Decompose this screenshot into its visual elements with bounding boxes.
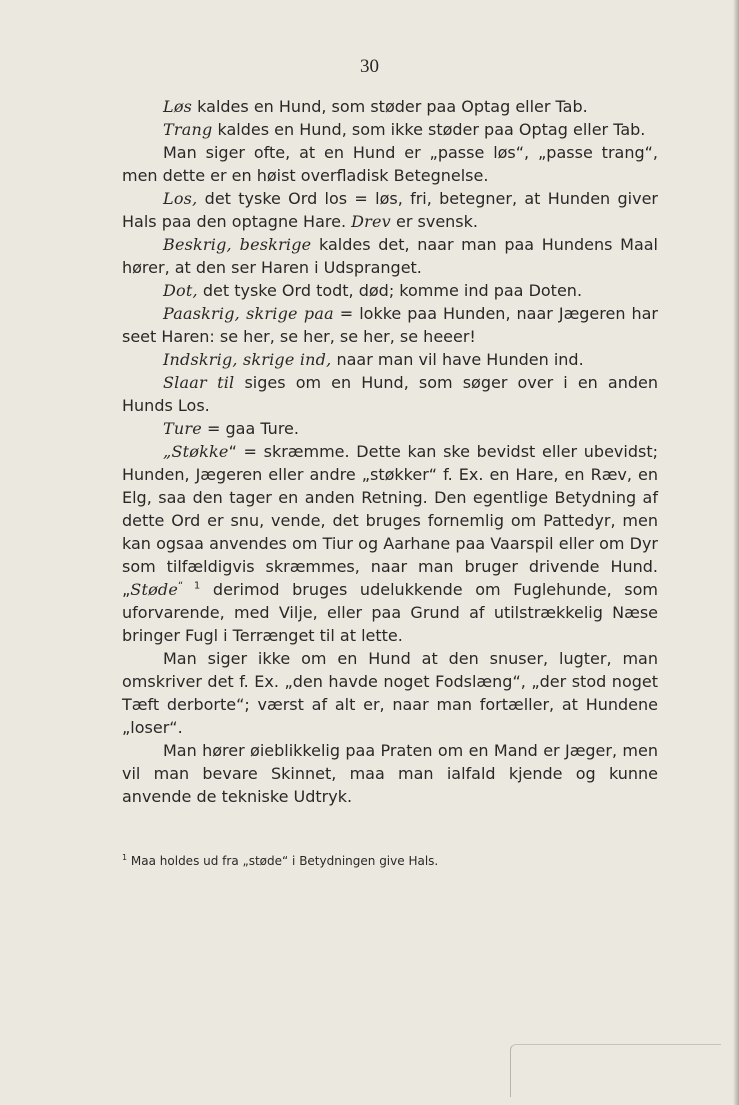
term: Paaskrig, skrige paa <box>163 304 334 323</box>
paragraph <box>122 647 658 739</box>
paragraph <box>122 141 658 187</box>
paragraph-text: Man siger ikke om en Hund at den snuser, lugter, man omskriver det f. Ex. „den havde noget Fodslæng“, „der stod noget Tæft derborte“; værst af alt er, naar man fortæller, at Hundene „loser“. <box>122 649 658 737</box>
definition: “ = skræmme. Dette kan ske bevidst eller ubevidst; Hunden, Jægeren eller andre „støkker“ f. Ex. en Hare, en Ræv, en Elg, saa den tager en anden Retning. Den egentlige Betydning af dette Ord er snu, vende, det bruges fornemlig om Pattedyr, men kan ogsaa anvendes om Tiur og Aarhane paa Vaarspil eller om Dyr som tilfældigvis skræmmes, naar man bruger drivende Hund. „ <box>122 442 658 599</box>
paragraph <box>122 95 658 118</box>
footnote-text: Maa holdes ud fra „støde“ i Betydningen give Hals. <box>127 854 439 868</box>
definition: derimod bruges udelukkende om Fuglehunde, som uforvarende, med Vilje, eller paa Grund af utilstrækkelig Næse bringer Fugl i Terrænget til at lette. <box>122 580 658 645</box>
term <box>163 442 229 461</box>
definition: siges om en Hund, som søger over i en anden Hunds Los. <box>122 373 659 415</box>
definition: = lokke paa Hunden, naar Jægeren har seet Haren: se her, se her, se her, se heeer! <box>122 304 658 346</box>
footnote-reference: “ 1 <box>178 580 201 592</box>
term-word: Støkke <box>171 442 229 461</box>
term: Løs <box>163 97 193 116</box>
term: Trang <box>163 120 213 139</box>
definition: = gaa Ture. <box>201 419 299 438</box>
definition: er svensk. <box>390 212 478 231</box>
footnote-marker: 1 <box>122 853 128 862</box>
term: Støde <box>130 580 179 599</box>
definition: kaldes det, naar man paa Hundens Maal hører, at den ser Haren i Udspranget. <box>122 235 658 277</box>
term: Los, <box>163 189 198 208</box>
paragraph <box>122 348 658 371</box>
paragraph <box>122 302 658 348</box>
term: Drev <box>351 212 391 231</box>
term: Beskrig, beskrige <box>163 235 312 254</box>
paragraph <box>122 187 658 233</box>
paragraph <box>122 279 658 302</box>
paragraph <box>122 417 658 440</box>
paragraph <box>122 118 658 141</box>
definition: naar man vil have Hunden ind. <box>331 350 584 369</box>
term: Indskrig, skrige ind, <box>163 350 332 369</box>
paragraph <box>122 233 658 279</box>
page-edge-shadow <box>733 0 739 1105</box>
term: Ture <box>163 419 202 438</box>
paragraph-text: Man hører øieblikkelig paa Praten om en Mand er Jæger, men vil man bevare Skinnet, maa man ialfald kjende og kunne anvende de tekniske Udtryk. <box>122 741 658 806</box>
definition: kaldes en Hund, som ikke støder paa Optag eller Tab. <box>212 120 646 139</box>
paragraph <box>122 739 658 808</box>
body-text <box>122 95 658 808</box>
paragraph-text: Man siger ofte, at en Hund er „passe løs“, „passe trang“, men dette er en høist overfladisk Betegnelse. <box>122 143 658 185</box>
footnote <box>122 850 658 869</box>
quote-open: „ <box>163 442 172 461</box>
page-corner-mark <box>510 1044 721 1097</box>
definition: det tyske Ord los = løs, fri, betegner, at Hunden giver Hals paa den optagne Hare. <box>122 189 658 231</box>
page-number: 30 <box>360 56 379 77</box>
term: Dot, <box>163 281 198 300</box>
definition: det tyske Ord todt, død; komme ind paa Doten. <box>197 281 583 300</box>
paragraph <box>122 371 658 417</box>
definition: kaldes en Hund, som støder paa Optag eller Tab. <box>192 97 588 116</box>
term: Slaar til <box>163 373 235 392</box>
paragraph <box>122 440 658 647</box>
